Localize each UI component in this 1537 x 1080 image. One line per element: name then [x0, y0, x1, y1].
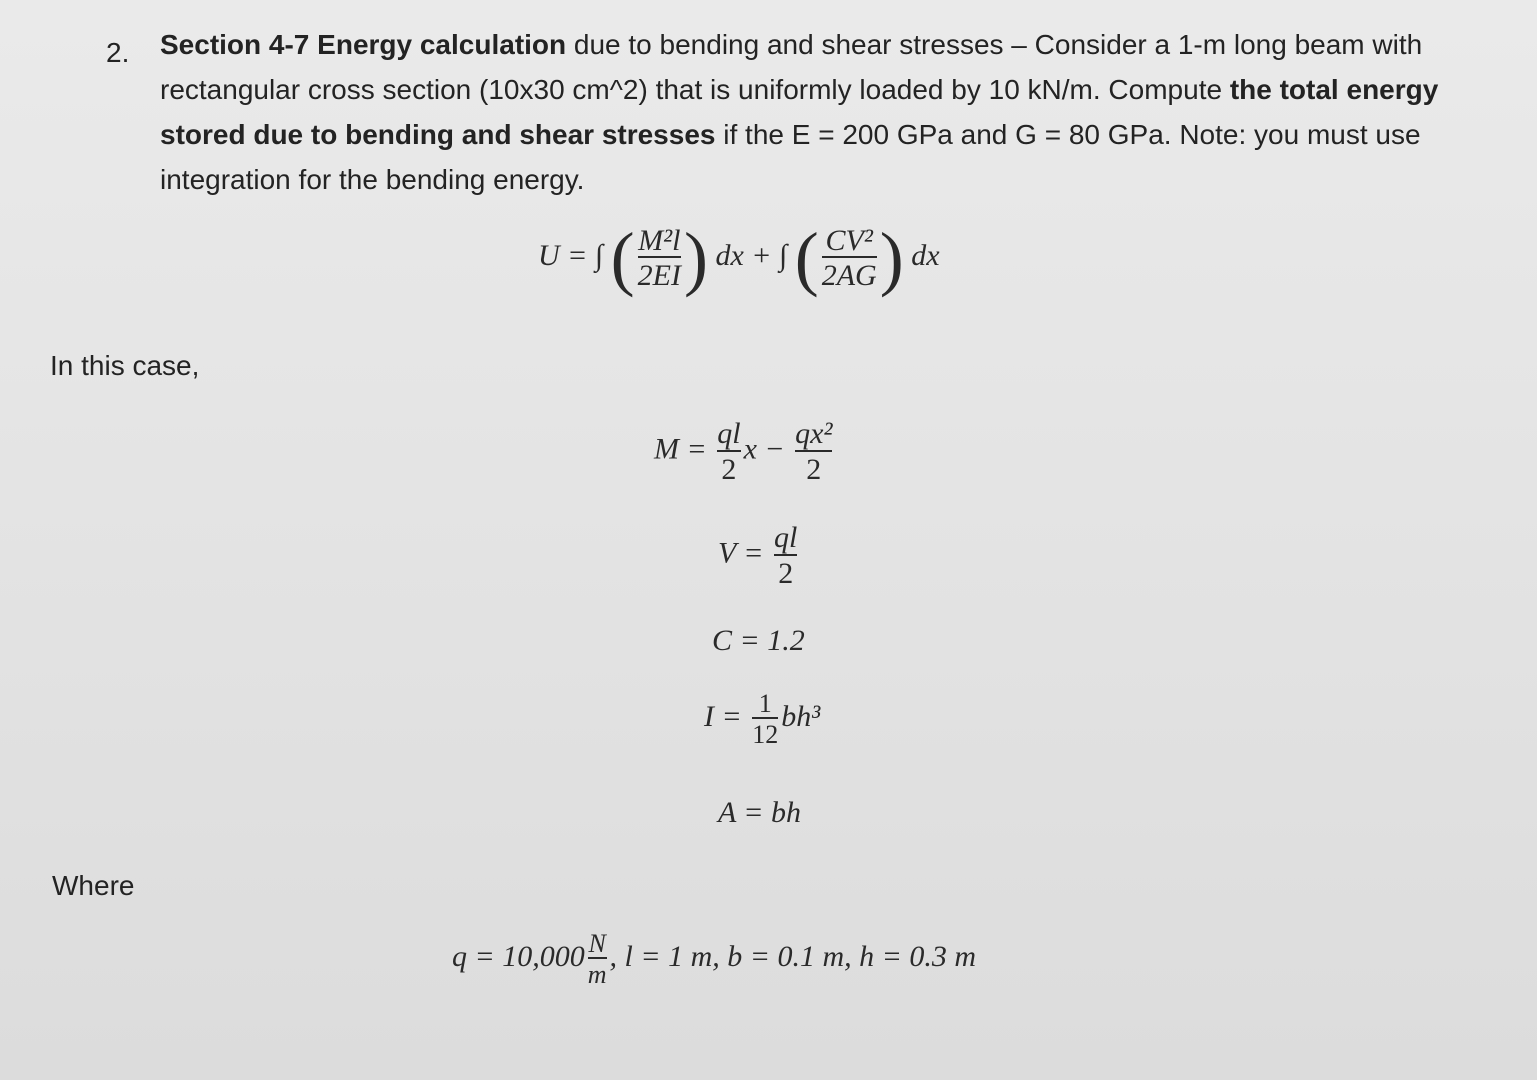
shear-lhs: V = — [718, 536, 764, 570]
shear-den: 2 — [774, 554, 797, 590]
question-text — [160, 22, 1490, 202]
values-equation — [452, 930, 976, 989]
question-bold-the: the — [1229, 74, 1272, 105]
shear-equation — [718, 522, 800, 589]
energy-num2: CV² — [825, 223, 873, 257]
area-equation: A = bh — [718, 796, 802, 829]
values-unit-den: m — [588, 957, 607, 988]
energy-end: dx — [911, 238, 940, 272]
moment-den2: 2 — [795, 450, 832, 486]
moment-mid: x − — [743, 432, 785, 466]
moment-den1: 2 — [717, 450, 740, 486]
shear-coefficient-equation: C = 1.2 — [712, 624, 805, 657]
energy-equation: U = ∫ ( $\frac{\text{M²l}}{2EI}$ ) dx + ∫ ( $\frac{\text{CV²}}{2AG}$ ) dx — [538, 218, 940, 298]
moment-lhs: M = — [654, 432, 707, 466]
moment-num1: ql — [717, 417, 741, 450]
inertia-rhs: bh³ — [781, 700, 821, 734]
values-lhs: q = 10,000 — [452, 940, 585, 974]
question-intro: due to bending and shear stresses – Consider a 1-m long beam with rectangular cross section (10x30 cm^2) that is uniformly loaded by 10 kN/m. Compute — [160, 29, 1423, 105]
values-unit-num: N — [588, 929, 606, 958]
inertia-equation — [704, 690, 820, 749]
question-number: 2. — [106, 37, 130, 68]
energy-den1: 2EI — [638, 256, 681, 292]
moment-equation — [654, 418, 835, 485]
inertia-num: 1 — [758, 689, 772, 718]
shear-num: ql — [774, 521, 798, 554]
energy-den2: 2AG — [822, 256, 877, 292]
question-bold-phrase: total energy stored due to bending and shear stresses — [160, 74, 1439, 150]
question-title: Section 4-7 Energy calculation — [160, 29, 567, 60]
energy-mid: dx + ∫ — [715, 238, 788, 272]
energy-lhs: U = ∫ — [538, 238, 604, 272]
moment-num2: qx² — [795, 417, 833, 450]
question-rest: if the E = 200 GPa and G = 80 GPa. Note: you must use integration for the bending energy. — [160, 119, 1421, 195]
in-this-case-label: In this case, — [50, 350, 200, 381]
energy-num1: M²l — [638, 223, 681, 257]
inertia-lhs: I = — [704, 700, 742, 734]
where-label: Where — [52, 870, 135, 901]
inertia-den: 12 — [752, 717, 778, 748]
values-rest: , l = 1 m, b = 0.1 m, h = 0.3 m — [609, 940, 977, 974]
